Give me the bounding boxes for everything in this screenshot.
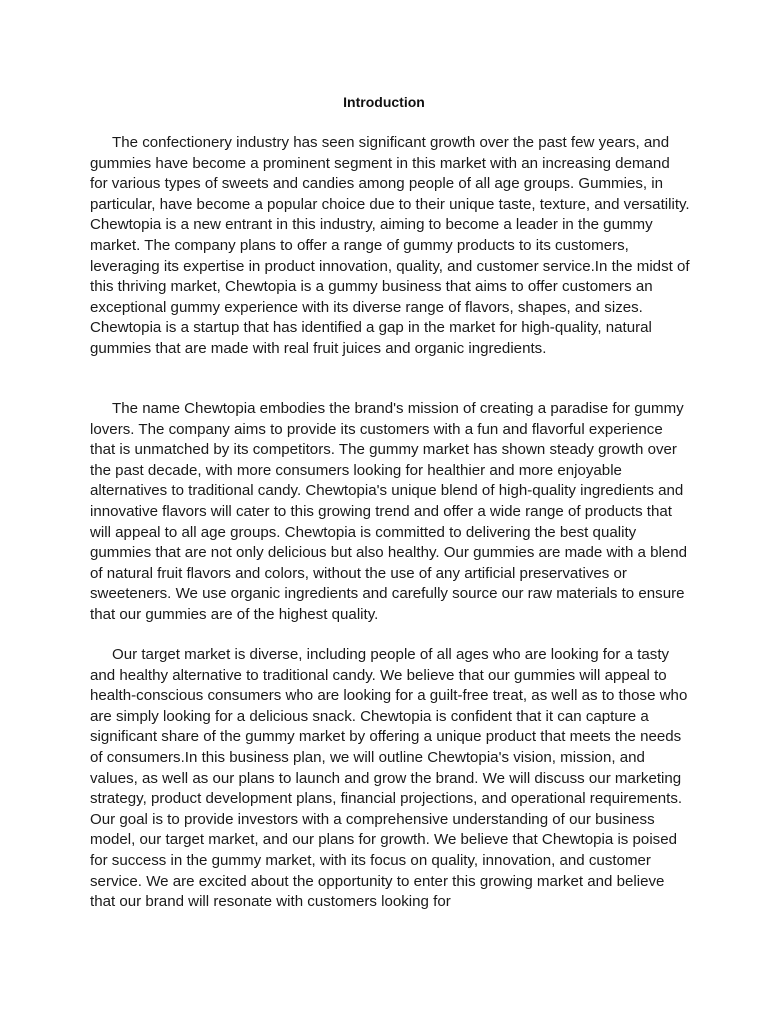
paragraph-2: The name Chewtopia embodies the brand's mission of creating a paradise for gummy lovers. The company aims to provide its customers with a fun and flavorful experience that is unmatched by its competitors. The gummy market has shown steady growth over the past decade, with more consumers looking for healthier and more enjoyable alternatives to traditional candy. Chewtopia's unique blend of high-quality ingredients and innovative flavors will cater to this growing trend and offer a wide range of products that will appeal to all age groups. Chewtopia is committed to delivering the best quality gummies that are not only delicious but also healthy. Our gummies are made with a blend of natural fruit flavors and colors, without the use of any artificial preservatives or sweeteners. We use organic ingredients and carefully source our raw materials to ensure that our gummies are of the highest quality. (90, 400, 688, 623)
paragraph-3: Our target market is diverse, including people of all ages who are looking for a tasty and healthy alternative to traditional candy. We believe that our gummies will appeal to health-conscious consumers who are looking for a guilt-free treat, as well as to those who are simply looking for a delicious snack. Chewtopia is confident that it can capture a significant share of the gummy market by offering a unique product that meets the needs of consumers.In this business plan, we will outline Chewtopia's vision, mission, and values, as well as our plans to launch and grow the brand. We will discuss our marketing strategy, product development plans, financial projections, and operational requirements. Our goal is to provide investors with a comprehensive understanding of our business model, our target market, and our plans for growth. We believe that Chewtopia is poised for success in the gummy market, with its focus on quality, innovation, and customer service. We are excited about the opportunity to enter this growing market and believe that our brand will resonate with customers looking for (90, 646, 688, 911)
paragraph-1: The confectionery industry has seen significant growth over the past few years, and gummies have become a prominent segment in this market with an increasing demand for various types of sweets and candies among people of all age groups. Gummies, in particular, have become a popular choice due to their unique taste, texture, and versatility. Chewtopia is a new entrant in this industry, aiming to become a leader in the gummy market. The company plans to offer a range of gummy products to its customers, leveraging its expertise in product innovation, quality, and customer service.In the midst of this thriving market, Chewtopia is a gummy business that aims to offer customers an exceptional gummy experience with its diverse range of flavors, shapes, and sizes. Chewtopia is a startup that has identified a gap in the market for high-quality, natural gummies that are made with real fruit juices and organic ingredients. (90, 134, 690, 357)
section-title: Introduction (343, 94, 425, 110)
